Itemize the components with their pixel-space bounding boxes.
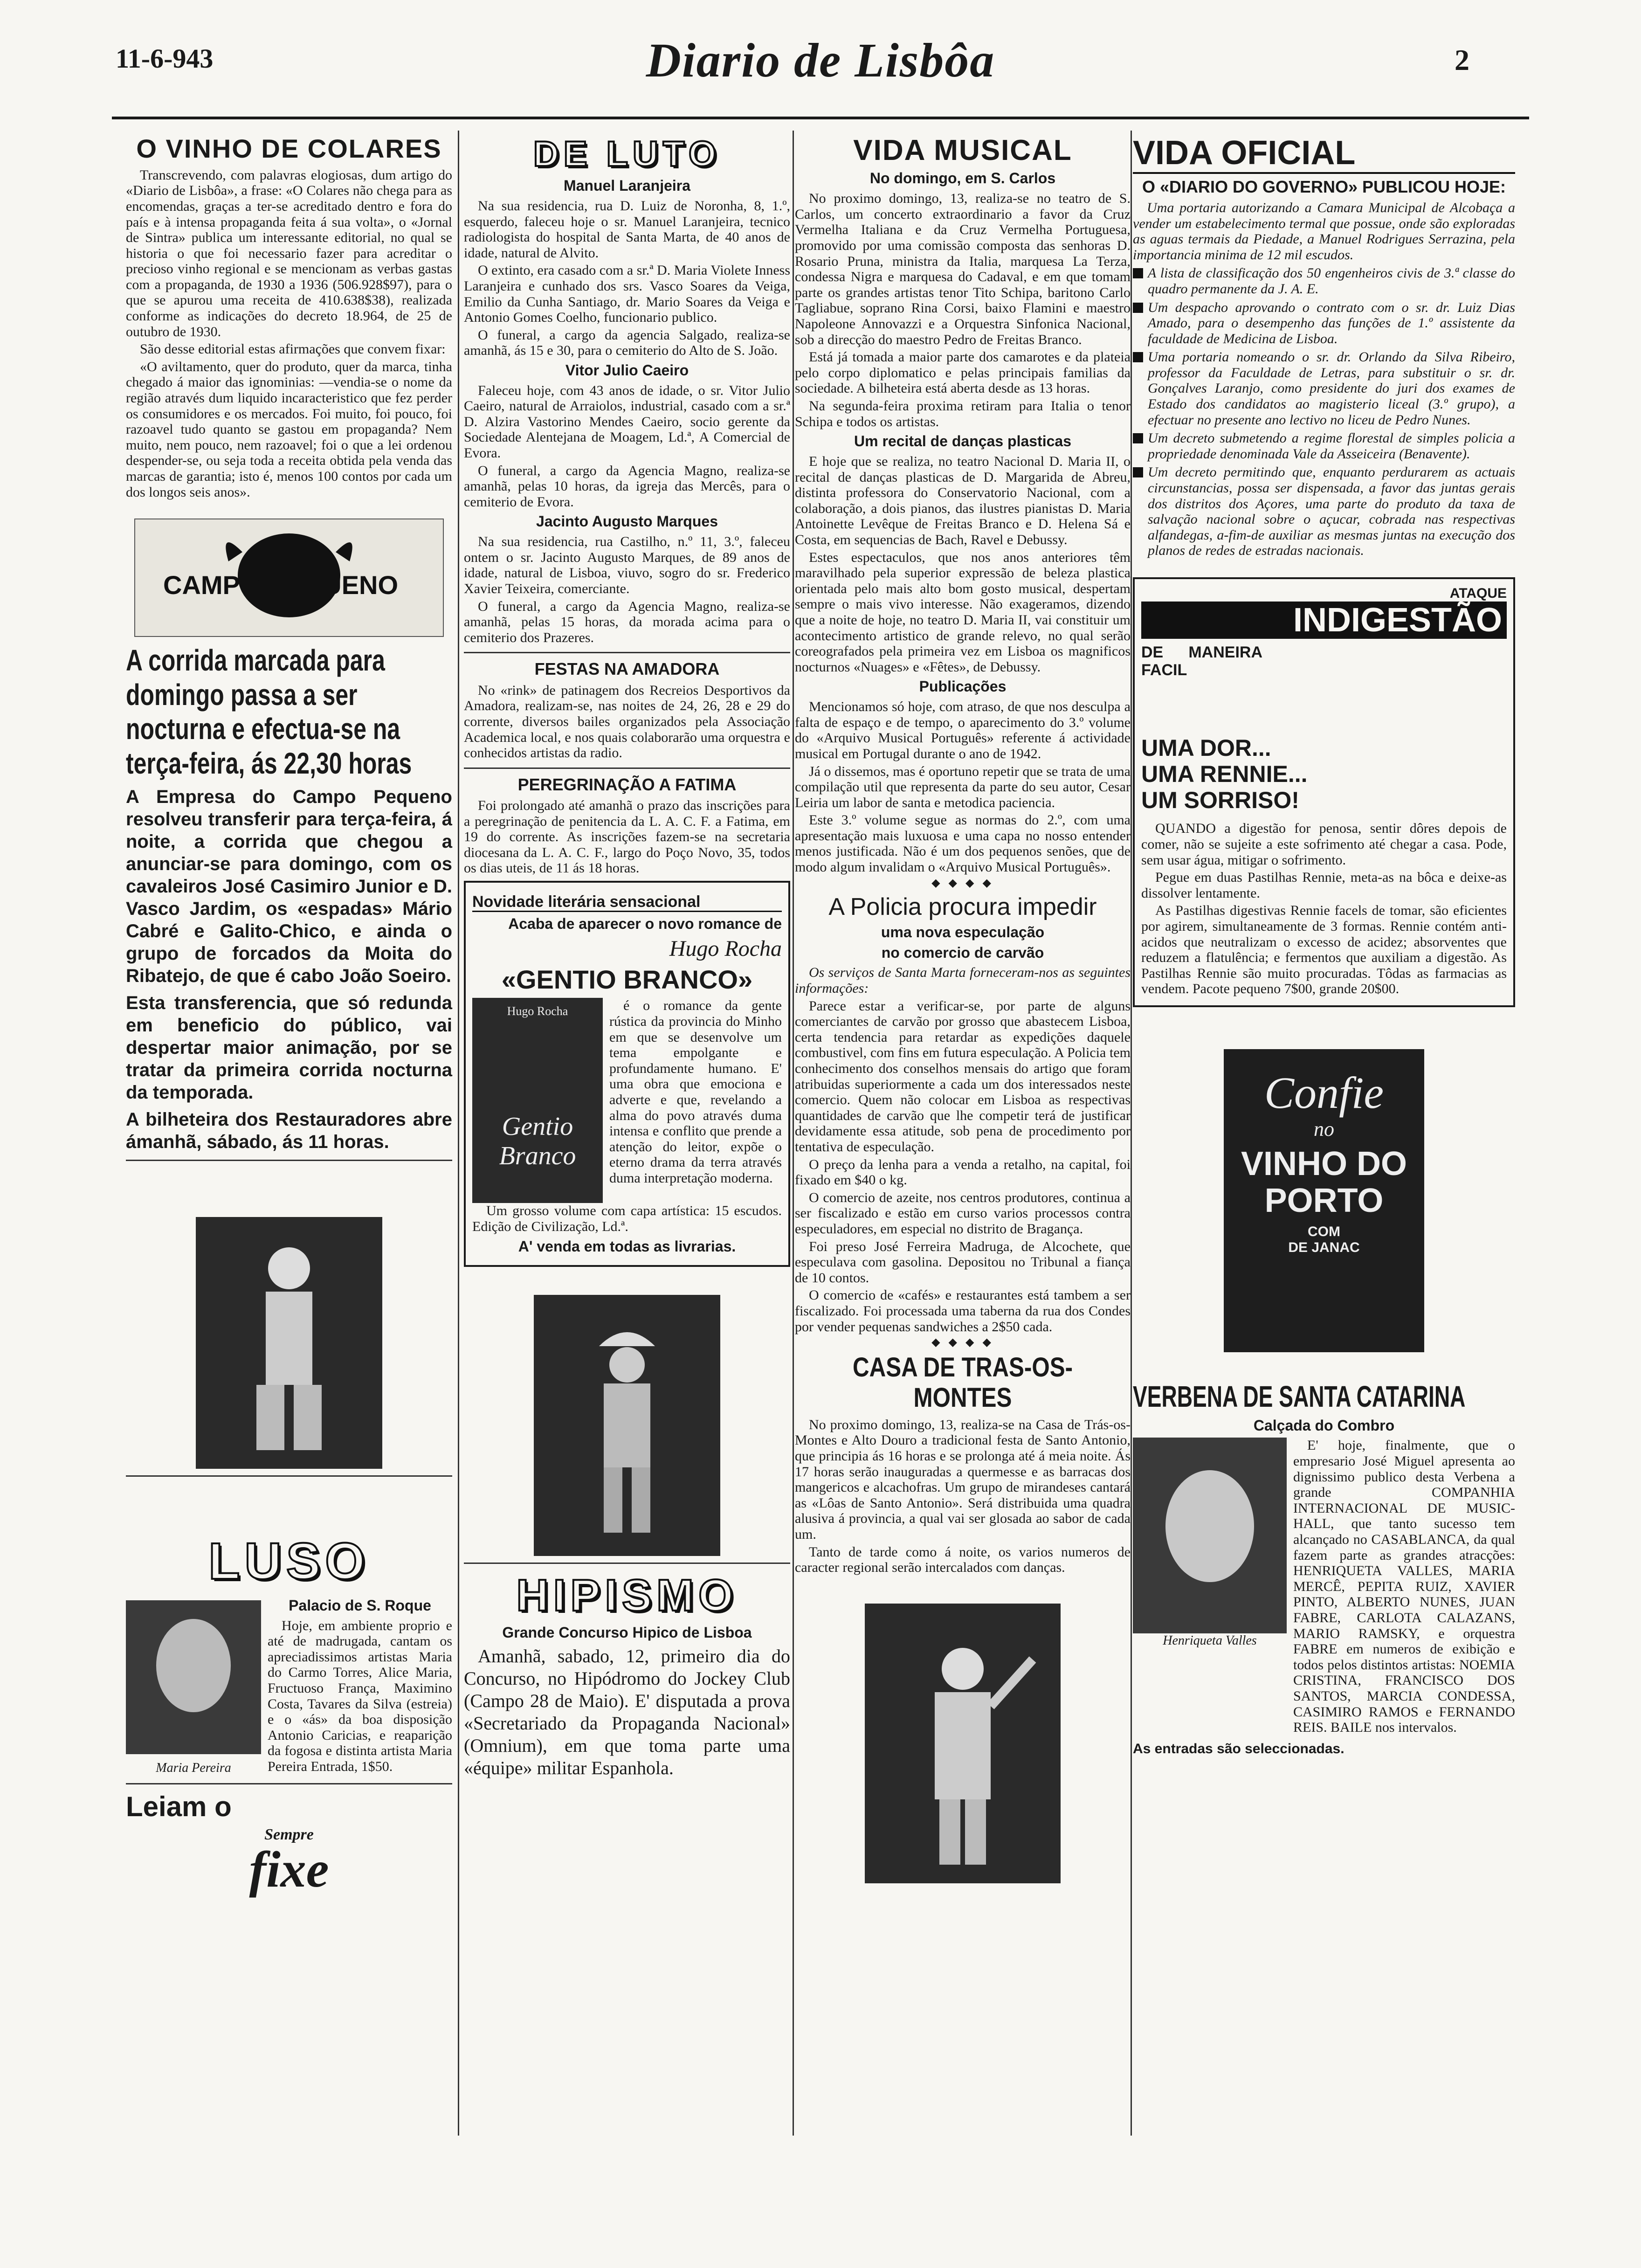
vinho-porto-ad bbox=[1224, 1049, 1424, 1352]
book-cover-title: Gentio Branco bbox=[499, 1112, 576, 1170]
campo-logo-text: CAMPO PEQUENO bbox=[163, 570, 399, 600]
bullet-square bbox=[1133, 268, 1143, 278]
oficial-item: Um despacho aprovando o contrato com o sr. dr. Luiz Dias Amado, para o desempenho das funções de 1.º assistente da faculdade de Medicina de Lisboa. bbox=[1133, 300, 1515, 347]
portrait-icon bbox=[1133, 1438, 1287, 1633]
paragraph: No «rink» de patinagem dos Recreios Desportivos da Amadora, realizam-se, nas noites de 24, 26, 28 e 29 do corrente, diversos bailes organizados pela Associação Academica local, e nos quais colaborarão uma orquestra e conhecidos artistas da radio. bbox=[464, 682, 790, 761]
policia-sub1: uma nova especulação bbox=[881, 923, 1045, 940]
paragraph: O comercio de azeite, nos centros produtores, continua a ser fiscalizado e estão em curso varios processos contra especuladores, em especial no distrito de Bragança. bbox=[795, 1189, 1131, 1237]
paragraph: As Pastilhas digestivas Rennie facels de tomar, são eficientes por agirem, simultaneamente de 3 formas. Rennie contém anti-acidos que neutralizam o excesso de acidez; absorventes que reduzem a flatulência; e fermentos que auxiliam a digestão. As Pastilhas Rennie são muito procuradas. Tôdas as farmacias as vendem. Pacote pequeno 7$00, grande 20$00. bbox=[1141, 903, 1507, 997]
porto-com: COM bbox=[1308, 1224, 1340, 1240]
horseman-icon bbox=[196, 1217, 382, 1469]
divider bbox=[464, 1563, 790, 1564]
article-title-vinho: O VINHO DE COLARES bbox=[136, 134, 442, 163]
novidade-lead: Acaba de aparecer o novo romance de bbox=[508, 915, 782, 933]
book-cover bbox=[472, 998, 603, 1203]
leiam-text: Leiam o bbox=[126, 1791, 232, 1822]
obituary-name: Manuel Laranjeira bbox=[563, 177, 691, 194]
porto-confie: Confie bbox=[1264, 1067, 1384, 1118]
novidade-author: Hugo Rocha bbox=[669, 936, 782, 961]
porto-no: no bbox=[1314, 1118, 1334, 1141]
paragraph: Na segunda-feira proxima retiram para Italia o tenor Schipa e todos os artistas. bbox=[795, 398, 1131, 429]
paragraph: Foi prolongado até amanhã o prazo das inscrições para a peregrinação de penitencia da L. A. C. F. a Fatima, em 19 do corrente. As inscrições fazem-se na secretaria diocesana da L. A. C. F., largo do Poço Novo, 35, todos os dias uteis, de 11 ás 18 horas. bbox=[464, 798, 790, 876]
hipismo-text: Amanhã, sabado, 12, primeiro dia do Concurso, no Hipódromo do Jockey Club (Campo 28 de Maio). E' disputada a prova «Secretariado da Propaganda Nacional» (Omnium), em que toma parte uma «équipe» militar Espanhola. bbox=[464, 1645, 790, 1778]
policia-lead: Os serviços de Santa Marta forneceram-nos as seguintes informações: bbox=[795, 965, 1131, 996]
bullet-square bbox=[1133, 467, 1143, 477]
obituary-name: Vitor Julio Caeiro bbox=[565, 361, 689, 379]
musical-title: VIDA MUSICAL bbox=[853, 134, 1072, 166]
rennie-dor: UMA DOR... bbox=[1141, 735, 1271, 761]
column-rule bbox=[1131, 131, 1132, 2136]
paragraph: O funeral, a cargo da Agencia Magno, realiza-se amanhã, pelas 10 horas, da igreja das Mercês, para o cemiterio de Evora. bbox=[464, 463, 790, 510]
paragraph: Já o dissemos, mas é oportuno repetir que se trata de uma compilação util que representa da parte do seu autor, Cesar Leiria um labor de santa e metodica paciencia. bbox=[795, 763, 1131, 810]
column-2 bbox=[464, 131, 790, 1781]
casa-title: CASA DE TRAS-OS-MONTES bbox=[852, 1352, 1073, 1413]
book-cover-author: Hugo Rocha bbox=[507, 1004, 568, 1018]
paragraph: No proximo domingo, 13, realiza-se no teatro de S. Carlos, um concerto extraordinario a favor da Cruz Vermelha Italiana e da Cruz Vermelha Portuguesa, promovido por uma comissão composta das senhoras D. Rosario Pruna, ministra da Italia, marquesa La Terza, condessa Nigra e marquesa do Cadaval, e em que tomam parte os grandes artistas tenor Tito Schipa, baritono Carlo Tagliabue, soprano Rina Corsi, baixo Flamini e maestro Napoleone Annovazzi e a Orquestra Sinfonica Nacional, sob a direcção do maestro Pedro de Freitas Branco. bbox=[795, 191, 1131, 347]
publicacoes-title: Publicações bbox=[919, 678, 1007, 695]
novidade-book-title: «GENTIO BRANCO» bbox=[501, 964, 753, 994]
novidade-price: Um grosso volume com capa artística: 15 escudos. Edição de Civilização, Ld.ª. bbox=[472, 1203, 782, 1234]
campo-headline: A corrida marcada para domingo passa a ser nocturna e efectua-se na terça-feira, ás 22,30 horas bbox=[126, 643, 412, 780]
oficial-item: Um decreto submetendo a regime florestal de simples policia a propriedade denominada Vale da Asseiceira (Benavente). bbox=[1133, 430, 1515, 462]
figure-icon bbox=[865, 1604, 1061, 1883]
masthead-rule bbox=[112, 117, 1529, 119]
paragraph: Parece estar a verificar-se, por parte de alguns comerciantes de carvão por grosso que abastecem Lisboa, certa tendencia para retardar as expedições daquele combustivel, com fins em futura especulação. A Policia tem conhecimento dos conselhos mensais do artigo que foram atribuidas superiormente a cada um dos interessados neste comercio. Quem não colocar em Lisboa as respectivas quantidades de carvão que lhe competir terá de justificar devidamente essa atitude, sob pena de procedimento por tentativa de especulação. bbox=[795, 998, 1131, 1155]
ornament-divider: ◆ ◆ ◆ ◆ bbox=[931, 1336, 994, 1349]
paragraph: Na sua residencia, rua Castilho, n.º 11, 3.º, faleceu ontem o sr. Jacinto Augusto Marques, de 89 anos de idade, natural de Lisboa, viuvo, sogro do sr. Frederico Xavier Teixeira, comerciante. bbox=[464, 534, 790, 597]
mosqueteiro-illustration bbox=[534, 1295, 720, 1556]
fixe-small: Sempre bbox=[264, 1825, 314, 1843]
santo-antonio-illustration bbox=[865, 1604, 1061, 1883]
paragraph: Mencionamos só hoje, com atraso, de que nos desculpa a falta de espaço e de tempo, o aparecimento do 3.º volume do «Arquivo Musical Português» referente á actividade musical em Portugal durante o ano de 1942. bbox=[795, 699, 1131, 761]
campo-paragraph: A Empresa do Campo Pequeno resolveu transferir para terça-feira, á noite, a corrida que chegou a anunciar-se para domingo, com os cavaleiros José Casimiro Junior e D. Vasco Jardim, os «espadas» Mário Cabré e Galito-Chico, e ainda o grupo de forcados da Moita do Ribatejo, de que é cabo João Soeiro. bbox=[126, 786, 452, 986]
novidade-ad bbox=[464, 881, 790, 1267]
page-number: 2 bbox=[1455, 43, 1469, 76]
column-4 bbox=[1133, 131, 1515, 1760]
policia-sub2: no comercio de carvão bbox=[881, 944, 1044, 961]
oficial-item: A lista de classificação dos 50 engenheiros civis de 3.ª classe do quadro permanente da J. A. E. bbox=[1133, 265, 1515, 297]
paragraph: Estes espectaculos, que nos anos anteriores têm maravilhado pela superior expressão de beleza plastica orientada pelo mais alto bom gosto musical, despertam sempre o mais vivo interesse. Não exageramos, dizendo que a noite de hoje, no teatro D. Maria II, vai constituir um acontecimento artistico de grande relevo, no qual serão coreografados pela primeira vez em Lisboa os magnificos nocturnos «Nuages» e «Fêtes», de Debussy. bbox=[795, 549, 1131, 675]
divider bbox=[126, 1160, 452, 1161]
porto-vinho: VINHO DO PORTO bbox=[1241, 1145, 1407, 1219]
hipismo-subtitle: Grande Concurso Hipico de Lisboa bbox=[502, 1624, 752, 1641]
bullet-square bbox=[1133, 433, 1143, 443]
oficial-item: Um decreto permitindo que, enquanto perdurarem as actuais circunstancias, possa ser dispensada, a favor das juntas gerais dos distritos dos Açores, uma parte do produto da taxa de salvação nacional sobre o açucar, cobrada nas respectivas alfandegas, a-fim-de auxiliar as mesmas juntas na execução dos planos de redes de estradas nacionais. bbox=[1133, 464, 1515, 559]
photo-caption: Henriqueta Valles bbox=[1163, 1633, 1257, 1648]
rennie-ataque: ATAQUE bbox=[1449, 586, 1507, 601]
paragraph: O comercio de «cafés» e restaurantes está tambem a ser fiscalizado. Foi processada uma taberna da rua dos Condes por vender pequenas sandwiches a 2$50 cada. bbox=[795, 1287, 1131, 1335]
campo-paragraph: Esta transferencia, que só redunda em beneficio do público, vai despertar maior animação, por se tratar da primeira corrida nocturna da temporada. bbox=[126, 992, 452, 1103]
hipismo-title: HIPISMO bbox=[516, 1570, 738, 1621]
festas-title: FESTAS NA AMADORA bbox=[534, 659, 720, 679]
oficial-subtitle: O «DIARIO DO GOVERNO» PUBLICOU HOJE: bbox=[1142, 177, 1506, 196]
issue-date: 11-6-943 bbox=[116, 43, 214, 74]
peregrinacao-title: PEREGRINAÇÃO A FATIMA bbox=[517, 774, 737, 794]
musketeer-icon bbox=[534, 1295, 720, 1556]
oficial-item: Uma portaria nomeando o sr. dr. Orlando da Silva Ribeiro, professor da Faculdade de Letras, para substituir o sr. dr. Gonçalves Laranjo, como presidente do juri dos exames de Estado dos candidatos ao magisterio liceal (3.º grupo), a efectuar no presente ano lectivo no liceu de Pedro Nunes. bbox=[1133, 349, 1515, 428]
oficial-lead: Uma portaria autorizando a Camara Municipal de Alcobaça a vender um estabelecimento termal que possue, onde são exploradas as aguas termais da Piedade, a Manuel Rodrigues Serrazina, pela importancia minima de 12 mil escudos. bbox=[1133, 200, 1515, 263]
newspaper-title: Diario de Lisbôa bbox=[646, 34, 995, 87]
fixe-logo: fixe bbox=[249, 1840, 329, 1898]
novidade-banner: Novidade literária sensacional bbox=[472, 893, 782, 912]
verbena-subtitle: Calçada do Combro bbox=[1253, 1417, 1395, 1434]
obituary-name: Jacinto Augusto Marques bbox=[536, 513, 718, 530]
rennie-sorriso: UM SORRISO! bbox=[1141, 787, 1299, 814]
cavaleiro-illustration bbox=[196, 1217, 382, 1469]
oficial-title: VIDA OFICIAL bbox=[1133, 134, 1515, 174]
henriqueta-valles-photo bbox=[1133, 1438, 1287, 1633]
campo-pequeno-logo bbox=[134, 519, 444, 637]
paragraph: Pegue em duas Pastilhas Rennie, meta-as na bôca e deixe-as dissolver lentamente. bbox=[1141, 870, 1507, 901]
luso-title: LUSO bbox=[208, 1532, 370, 1590]
paragraph: O preço da lenha para a venda a retalho, na capital, foi fixado em $40 o kg. bbox=[795, 1156, 1131, 1188]
campo-paragraph: A bilheteira dos Restauradores abre ámanhã, sábado, ás 11 horas. bbox=[126, 1109, 452, 1152]
paragraph: Tanto de tarde como á noite, os varios numeros de caracter regional serão intercalados com danças. bbox=[795, 1544, 1131, 1576]
rennie-maneira: DE MANEIRA FACIL bbox=[1141, 643, 1262, 679]
paragraph: Este 3.º volume segue as normas do 2.º, com uma apresentação mais luxuosa e uma capa no nosso entender menos justificada. Não é um dos pequenos senões, que de modo algum invalidam o «Arquivo Musical Português». bbox=[795, 812, 1131, 875]
maria-pereira-photo bbox=[126, 1600, 261, 1754]
divider bbox=[464, 768, 790, 769]
novidade-venda: A' venda em todas as livrarias. bbox=[518, 1238, 736, 1255]
paragraph: Faleceu hoje, com 43 anos de idade, o sr. Vitor Julio Caeiro, natural de Arraiolos, industrial, casado com a sr.ª D. Alzira Vastorino Mendes Caeiro, socio gerente da Sociedade Alentejana de Moagem, Ld.ª, A Comercial de Evora. bbox=[464, 382, 790, 461]
ornament-divider: ◆ ◆ ◆ ◆ bbox=[931, 877, 994, 889]
divider bbox=[126, 1475, 452, 1477]
bullet-square bbox=[1133, 352, 1143, 362]
paragraph: O extinto, era casado com a sr.ª D. Maria Violete Inness Laranjeira e cunhado dos srs. Vasco Soares da Veiga, Emilio da Cunha Santiago, dr. Mario Soares da Veiga e Antonio Gomes Coelho, funcionario publico. bbox=[464, 263, 790, 325]
paragraph: Na sua residencia, rua D. Luiz de Noronha, 8, 1.º, esquerdo, faleceu hoje o sr. Manuel Laranjeira, tecnico radiologista do hospital de Santa Marta, de 40 anos de idade, natural de Alvito. bbox=[464, 198, 790, 261]
paragraph: E hoje que se realiza, no teatro Nacional D. Maria II, o recital de danças plasticas de D. Margarida de Abreu, distinta professora do Conservatorio Nacional, com a colaboração, a dois pianos, das ilustres pianistas D. Maria Antoinette Levêque de Freitas Branco e D. Helena Sá e Costa, em sequencias de Bach, Ravel e Debussy. bbox=[795, 454, 1131, 547]
paragraph: Transcrevendo, com palavras elogiosas, dum artigo do «Diario de Lisbôa», a frase: «O Colares não chega para as encomendas, graças a ter-se acreditado dentro e fora do país e à intensa propaganda feita á sua volta», o «Jornal de Sintra» publica um interessante editorial, no qual se historia o que foi necessario fazer para acreditar o precioso vinho regional e se mencionam as verbas gastas com a propaganda, de 1930 a 1936 (506.928$97), para o que se apurou uma receita de 410.638$38), realizada conforme as indicações do decreto 18.964, de 25 de outubro de 1930. bbox=[126, 167, 452, 339]
column-rule bbox=[458, 131, 459, 2136]
verbena-entradas: As entradas são seleccionadas. bbox=[1133, 1741, 1345, 1756]
paragraph: Está já tomada a maior parte dos camarotes e da plateia pelo corpo diplomatico e pelas principais familias da sociedade. A bilheteira está aberta desde as 13 horas. bbox=[795, 349, 1131, 396]
rennie-rennie: UMA RENNIE... bbox=[1141, 761, 1308, 788]
paragraph: QUANDO a digestão for penosa, sentir dôres depois de comer, não se sujeite a este sofrimento até chegar a casa. Pode, sem usar água, mitigar o sofrimento. bbox=[1141, 821, 1507, 868]
rennie-indigestao: INDIGESTÃO bbox=[1141, 602, 1507, 639]
porto-brand: DE JANAC bbox=[1288, 1239, 1360, 1255]
musical-subtitle: No domingo, em S. Carlos bbox=[869, 170, 1056, 187]
paragraph: No proximo domingo, 13, realiza-se na Casa de Trás-os-Montes e Alto Douro a tradicional festa de Santo Antonio, que principia ás 16 horas e se prolonga até á meia noite. Ás 17 horas serão inauguradas a quermesse e as barracas dos mangericos e alcachofras. Um grupo de mirandeses cantará as «Lôas de Santo Antonio». Será distribuida uma quadra alusiva á provincia, a qual vai ser glosada ao sabor de cada um. bbox=[795, 1417, 1131, 1542]
column-rule bbox=[793, 131, 794, 2136]
rennie-ad bbox=[1133, 577, 1515, 1007]
divider bbox=[464, 652, 790, 653]
column-3 bbox=[795, 131, 1131, 1890]
divider bbox=[126, 1783, 452, 1784]
policia-title: A Policia procura impedir bbox=[828, 893, 1097, 920]
paragraph: O funeral, a cargo da Agencia Magno, realiza-se amanhã, pelas 15 horas, da morada acima para o cemiterio dos Prazeres. bbox=[464, 598, 790, 645]
portrait-icon bbox=[126, 1600, 261, 1754]
paragraph: O funeral, a cargo da agencia Salgado, realiza-se amanhã, ás 15 e 30, para o cemiterio do Alto de S. João. bbox=[464, 327, 790, 359]
paragraph: São desse editorial estas afirmações que convem fixar: bbox=[140, 341, 446, 357]
luso-text: Hoje, em ambiente proprio e até de madrugada, cantam os apreciadissimos artistas Maria do Carmo Torres, Alice Maria, Fructuoso França, Maximino Costa, Tavares da Silva (estreia) e o «ás» da boa disposição Antonio Caricias, e reaparição da fogosa e distinta artista Maria Pereira Entrada, 1$50. bbox=[268, 1618, 452, 1774]
bull-icon bbox=[135, 519, 443, 636]
verbena-title: VERBENA DE SANTA CATARINA bbox=[1133, 1379, 1466, 1413]
verbena-text: E' hoje, finalmente, que o empresario José Miguel apresenta ao dignissimo publico desta Verbena a grande COMPANHIA INTERNACIONAL DE MUSIC-HALL, que tanto sucesso tem alcançado no CASABLANCA, da qual fazem parte as grandes atracções: HENRIQUETA VALLES, MARIA MERCÊ, PEPITA RUIZ, XAVIER PINTO, ALBERTO NUNES, JUAN FABRE, CARLOTA CALAZANS, MARIO RAMSKY, e orquestra FABRE em numeros de exibição e todos pelos distintos artistas: NOEMIA CRISTINA, FRANCISCO DOS SANTOS, MARCIA CONDESSA, CASIMIRO RAMOS e FERNANDO REIS. BAILE nos intervalos. bbox=[1293, 1438, 1515, 1736]
luso-subtitle: Palacio de S. Roque bbox=[289, 1597, 431, 1614]
column-1 bbox=[126, 131, 452, 1898]
bullet-square bbox=[1133, 303, 1143, 313]
paragraph: Foi preso José Ferreira Madruga, de Alcochete, que especulava com gasolina. Depositou no Tribunal a fiança de 10 contos. bbox=[795, 1238, 1131, 1286]
novidade-text: é o romance da gente rústica da provincia do Minho em que se desenvolve um tema empolgante e profundamente humano. E' uma obra que emociona e adverte e que, revelando a alma do povo através duma intensa e conflito que prende a atenção do leitor, expõe o eterno drama da terra através duma interpretação moderna. bbox=[609, 998, 782, 1186]
recital-title: Um recital de danças plasticas bbox=[854, 433, 1071, 450]
photo-caption: Maria Pereira bbox=[156, 1760, 231, 1775]
paragraph: «O aviltamento, quer do produto, quer da marca, tinha chegado á maior das ignominias: —vendia-se o nome da região através dum liquido incaracteristico que fez perder os consumidores e os mercados. Foi muito, foi pouco, foi razoavel tudo quanto se gastou em propaganda? Nem muito, nem pouco, nem razoavel; foi o que a lei ordenou despender-se, ou seja toda a receita obtida pela venda das marcas de garantia; isto é, menos 100 contos por cada um dos longos seis anos». bbox=[126, 359, 452, 500]
luto-title: DE LUTO bbox=[533, 134, 721, 174]
